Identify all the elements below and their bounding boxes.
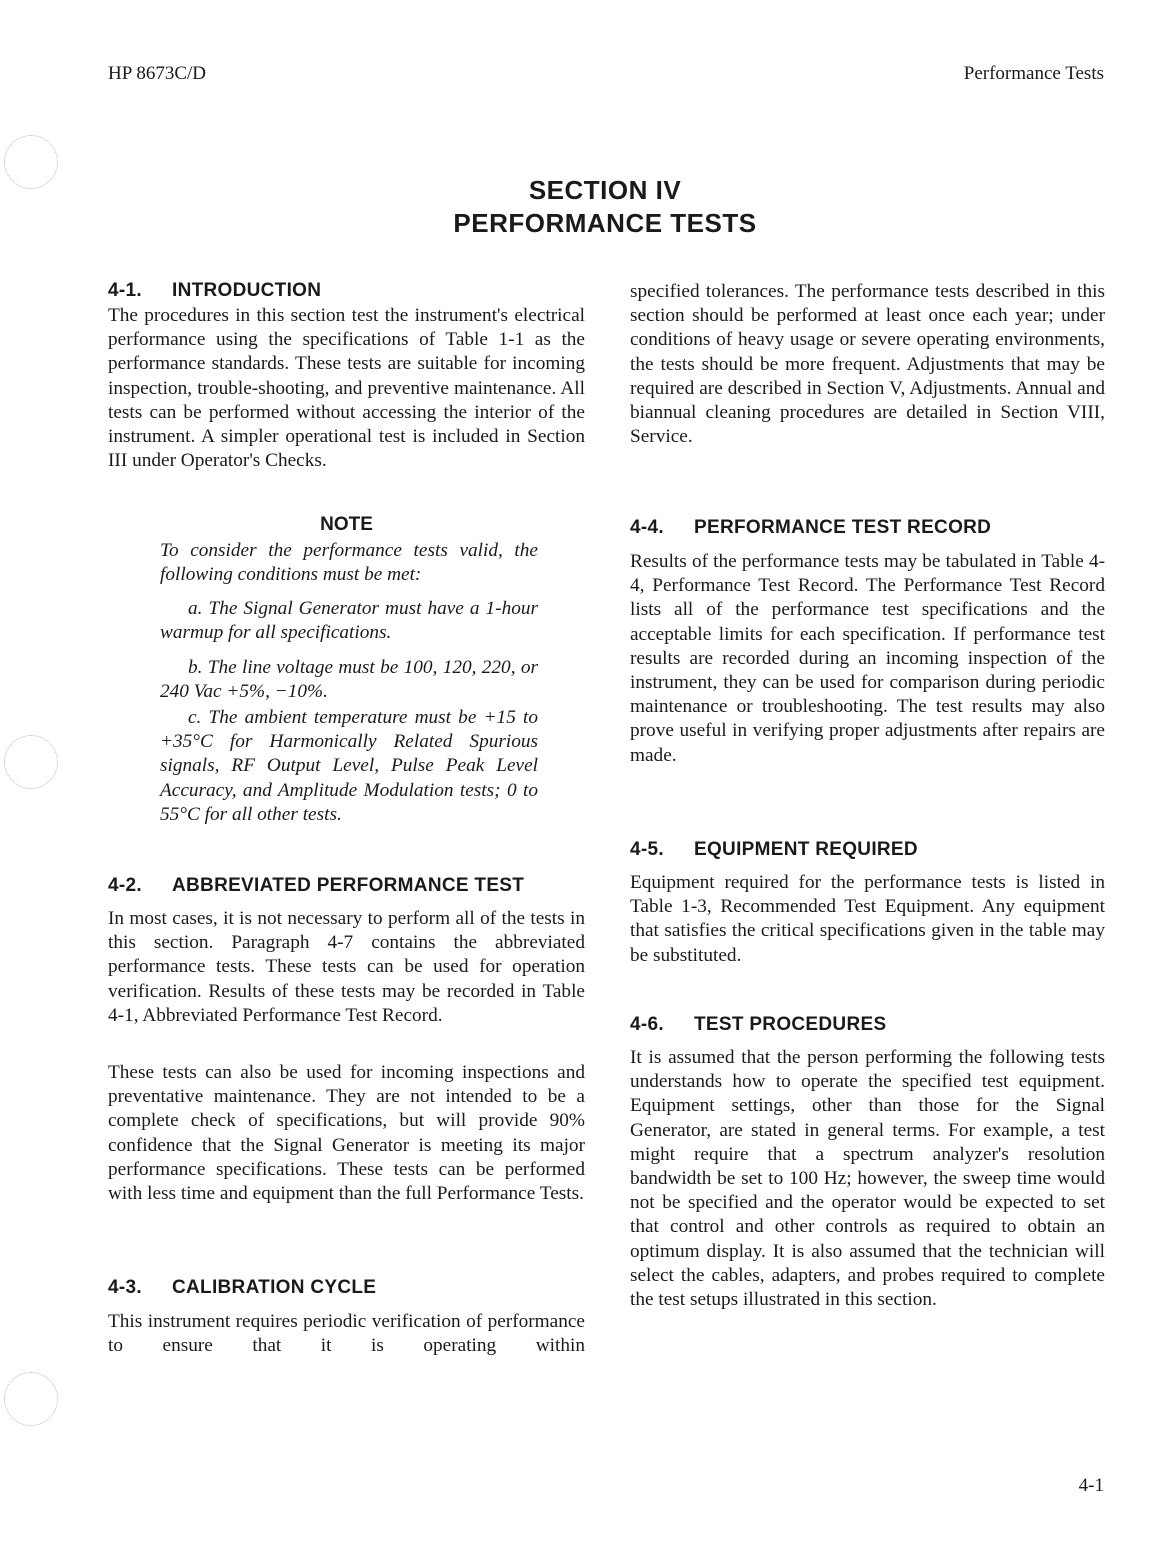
calibration-paragraph-continued: specified tolerances. The performance tests described in this section should be performed at least once each year; under conditions of heavy usage or severe operating environments, the tests should be more frequent. Adjustments that may be required are described in Section V, Adjustments. Annual and biannual cleaning procedures are detailed in Section VIII, Service. [630,281,1105,448]
intro-paragraph: The procedures in this section test the instrument's electrical performance using the specifications of Table 1-1 as the performance standards. These tests are suitable for incoming inspection, trouble-shooting, and preventive maintenance. All tests can be performed without accessing the interior of the instrument. A simpler operational test is included in Section III under Operator's Checks. [108,305,585,472]
heading-4-1: 4-1. INTRODUCTION [108,280,322,301]
heading-4-4: 4-4. PERFORMANCE TEST RECORD [630,517,992,538]
header-section: Performance Tests [963,63,1104,84]
heading-4-3: 4-3. CALIBRATION CYCLE [108,1277,377,1298]
heading-4-2: 4-2. ABBREVIATED PERFORMANCE TEST [108,875,525,896]
binder-hole [4,735,58,789]
note-item-c: c. The ambient temperature must be +15 to +35°C for Harmonically Related Spurious signals, RF Output Level, Pulse Peak Level Accuracy, and Amplitude Modulation tests; 0 to 55°C for all other tests. [160,707,538,825]
abbreviated-paragraph-2: These tests can also be used for incoming inspections and preventative maintenance. They are not intended to be a complete check of specifications, but will provide 90% confidence that the Signal Generator is meeting its major performance specifications. These tests can be performed with less time and equipment than the full Performance Tests. [108,1062,585,1205]
heading-4-6: 4-6. TEST PROCEDURES [630,1014,887,1035]
section-subtitle: PERFORMANCE TESTS [453,208,757,238]
section-title: SECTION IV [528,175,682,205]
note-heading: NOTE [320,514,373,535]
calibration-paragraph: This instrument requires periodic verification of performance to ensure that it is operating within [108,1311,585,1357]
note-item-b: b. The line voltage must be 100, 120, 220, or 240 Vac +5%, −10%. [160,657,538,703]
binder-hole [4,1372,58,1426]
procedures-paragraph: It is assumed that the person performing the following tests understands how to operate the specified test equipment. Equipment settings, other than those for the Signal Generator, are stated in general terms. For example, a test might require that a spectrum analyzer's resolution bandwidth be set to 100 Hz; however, the sweep time would not be specified and the operator would be expected to set that control and other controls as required to obtain an optimum display. It is also assumed that the technician will select the cables, adapters, and probes required to complete the test setups illustrated in this section. [630,1047,1105,1311]
equipment-paragraph: Equipment required for the performance tests is listed in Table 1-3, Recommended Test Equipment. Any equipment that satisfies the critical specifications given in the table may be substituted. [630,872,1105,966]
test-record-paragraph: Results of the performance tests may be tabulated in Table 4-4, Performance Test Record. The Performance Test Record lists all of the performance test specifications and the acceptable limits for each specification. If performance test results are recorded during an incoming inspection of the instrument, they can be used for comparison during periodic maintenance or troubleshooting. The test results may also prove useful in verifying proper adjustments after repairs are made. [630,551,1105,766]
note-intro: To consider the performance tests valid, the following conditions must be met: [160,540,538,586]
heading-4-5: 4-5. EQUIPMENT REQUIRED [630,839,918,860]
note-item-a: a. The Signal Generator must have a 1-hour warmup for all specifications. [160,598,538,644]
page-number: 4-1 [1078,1475,1104,1496]
abbreviated-paragraph-1: In most cases, it is not necessary to perform all of the tests in this section. Paragraph 4-7 contains the abbreviated performance tests. These tests can be used for operation verification. Results of these tests may be recorded in Table 4-1, Abbreviated Performance Test Record. [108,908,585,1026]
header-model: HP 8673C/D [108,63,207,84]
